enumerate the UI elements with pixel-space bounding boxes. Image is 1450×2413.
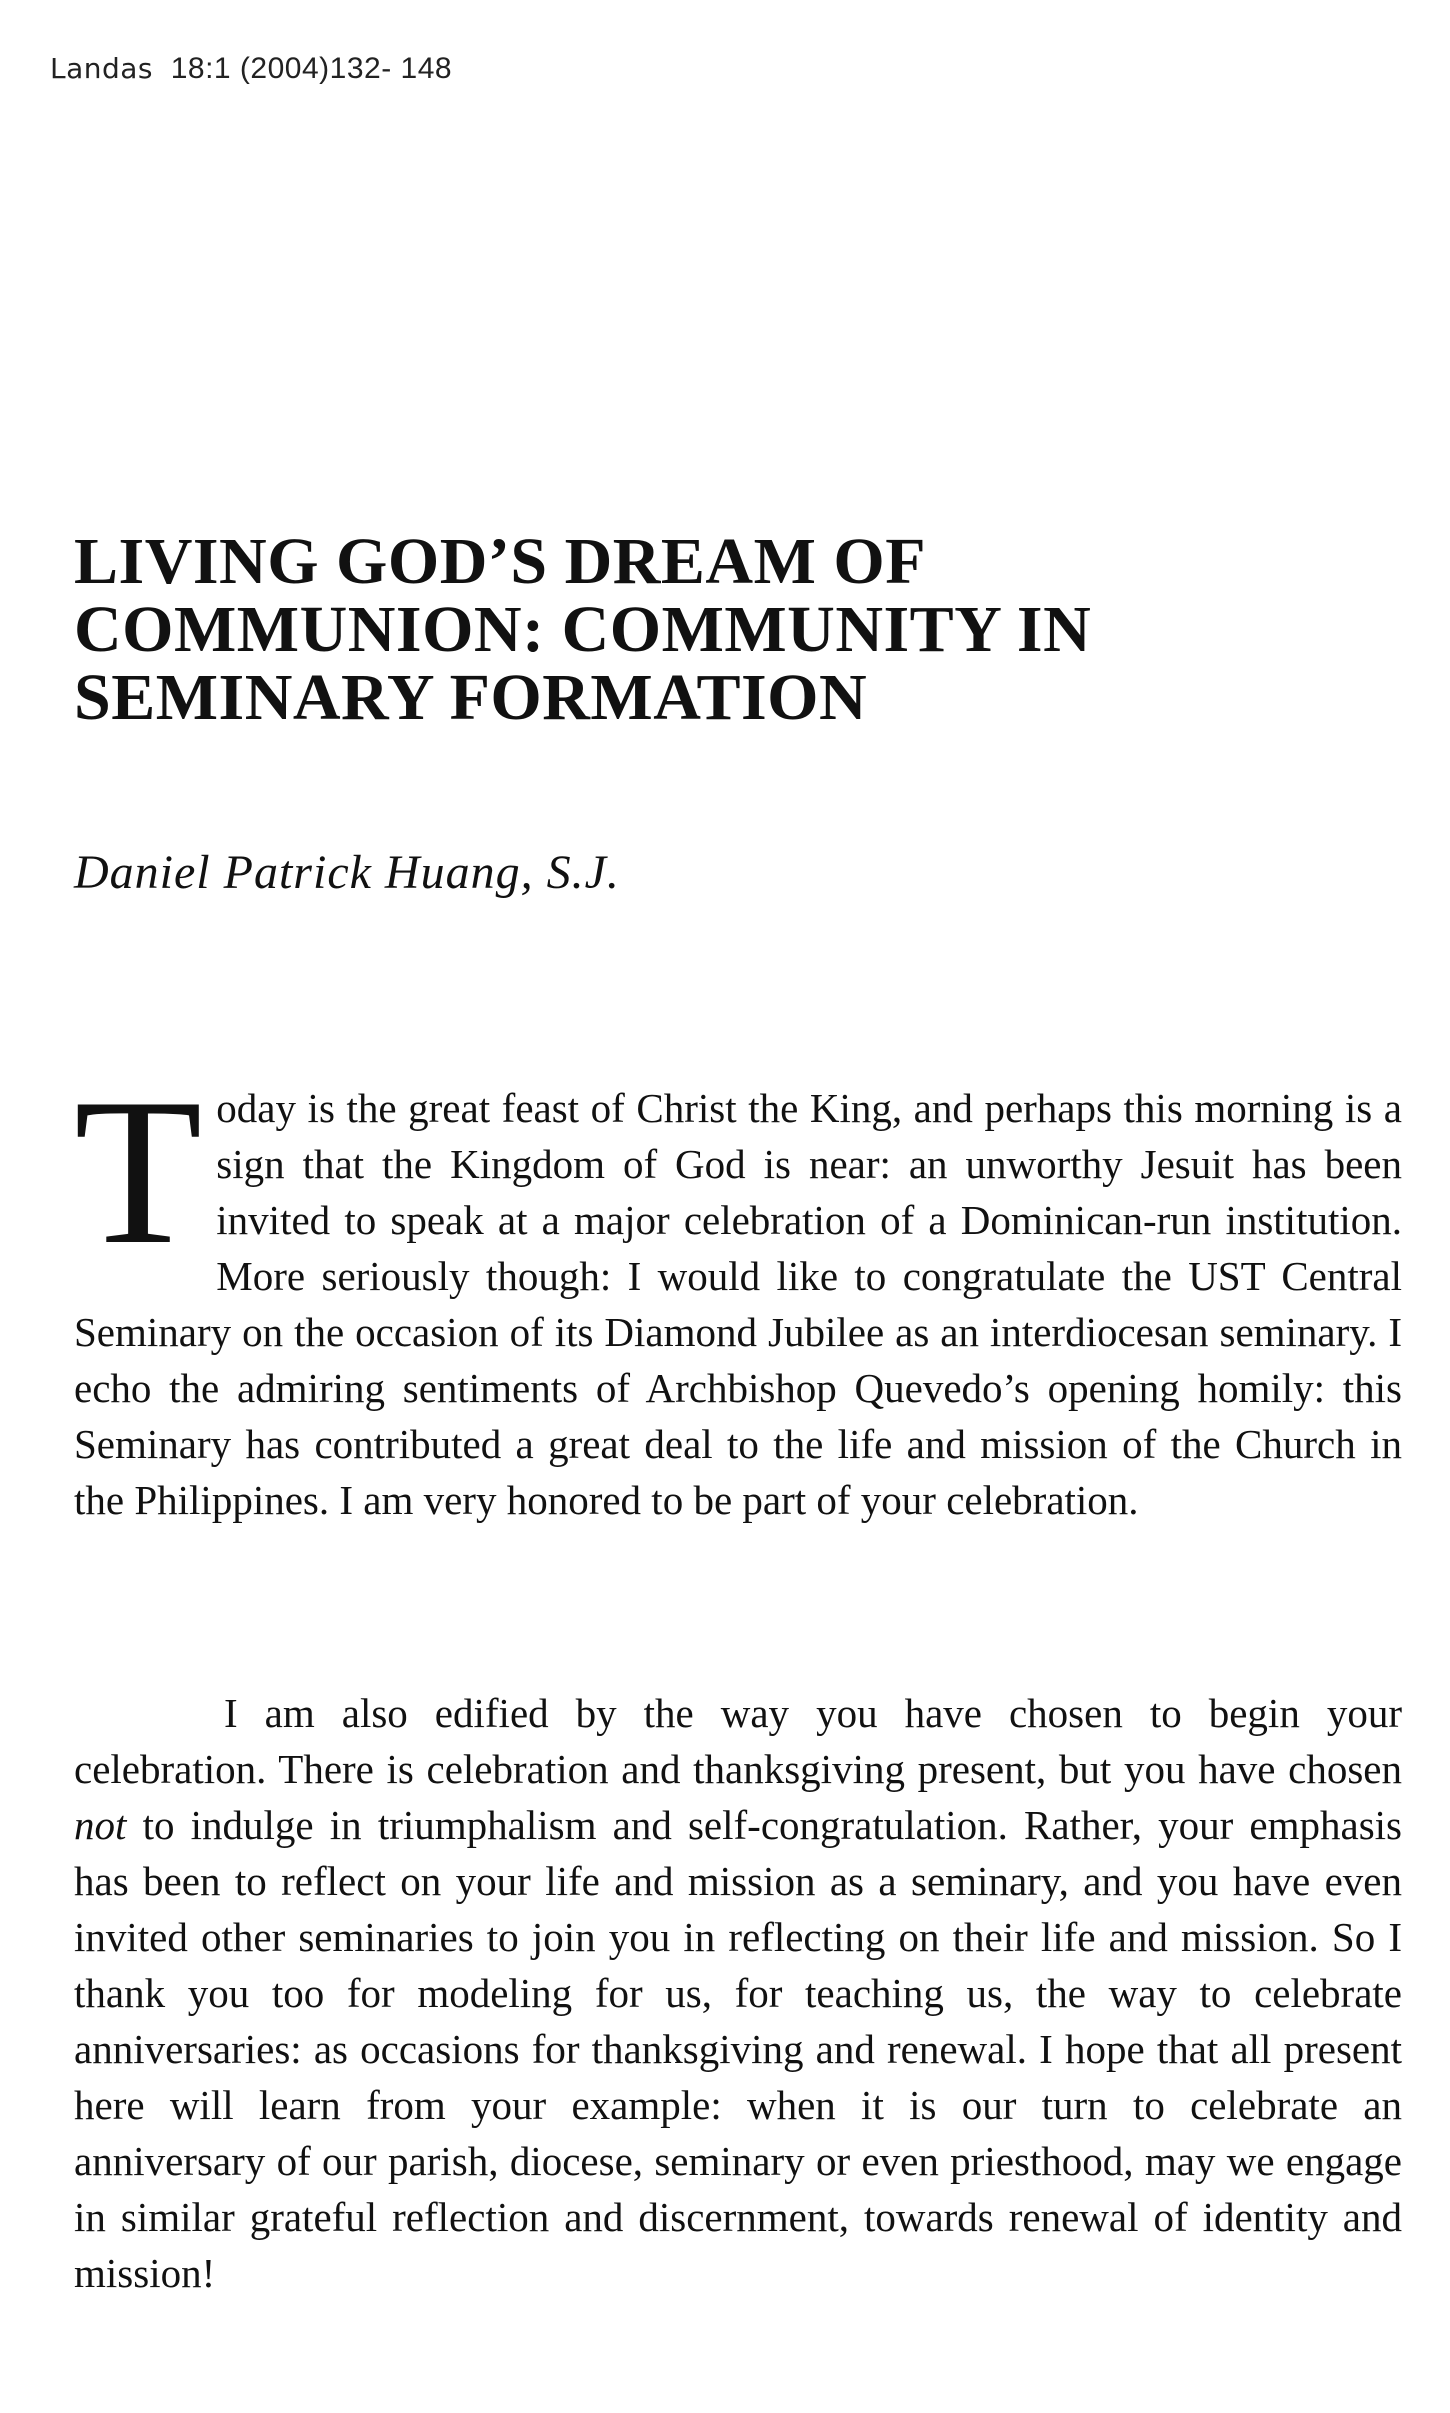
running-head (50, 52, 452, 86)
paragraph-2 (74, 1685, 1402, 2301)
paragraph-2-text-after: to indulge in triumphalism and self-congratulation. Rather, your emphasis has been to reflect on your life and mission as a seminary, and you have even invited other seminaries to join you in reflecting on their life and mission. So I thank you too for modeling for us, for teaching us, the way to celebrate anniversaries: as occasions for thanksgiving and renewal. I hope that all present here will learn from your example: when it is our turn to celebrate an anniversary of our parish, diocese, seminary or even priesthood, may we engage in similar grateful reflection and discernment, towards renewal of identity and mission! (74, 1802, 1403, 2296)
title-line-2: COMMUNION: COMMUNITY IN (74, 593, 1092, 666)
paragraph-1-text: oday is the great feast of Christ the King, and perhaps this morning is a sign that the Kingdom of God is near: an unworthy Jesuit has been invited to speak at a major celebration of a Dominican-run institution. More seriously though: I would like to congratulate the UST Central Seminary on the occasion of its Diamond Jubilee as an interdiocesan seminary. I echo the admiring sentiments of Archbishop Quevedo’s opening homily: this Seminary has contributed a great deal to the life and mission of the Church in the Philippines. I am very honored to be part of your celebration. (74, 1085, 1402, 1523)
paragraph-2-text-before: I am also edified by the way you have chosen to begin your celebration. There is celebration and thanksgiving present, but you have chosen (74, 1690, 1402, 1792)
title-line-1: LIVING GOD’S DREAM OF (74, 525, 927, 598)
journal-name: Landas (50, 52, 154, 85)
article-title (74, 525, 1374, 734)
drop-cap: T (74, 1056, 203, 1288)
citation: 18:1 (2004)132- 148 (170, 52, 453, 85)
title-line-3: SEMINARY FORMATION (74, 661, 868, 734)
paragraph-1 (74, 1056, 1402, 1528)
author-byline: Daniel Patrick Huang, S.J. (74, 846, 620, 899)
paragraph-2-emphasis: not (74, 1802, 127, 1848)
